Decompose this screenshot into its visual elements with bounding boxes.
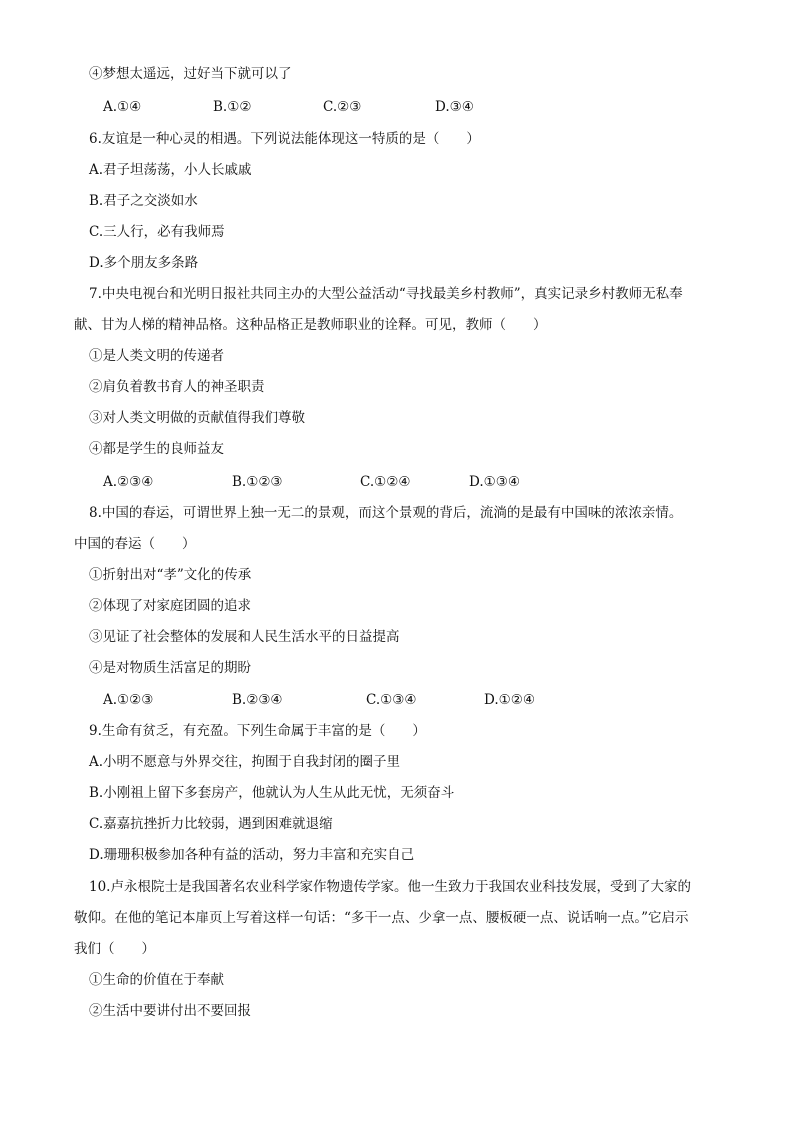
- q9-stem: 9.生命有贫乏，有充盈。下列生命属于丰富的是（ ）: [89, 723, 426, 739]
- q10-stem-line-2: 敬仰。在他的笔记本扉页上写着这样一句话：“多干一点、少拿一点、腰板硬一点、说话响一点。”它启示: [74, 910, 689, 926]
- q5-option-c: C.②③: [323, 99, 362, 115]
- q8-option-d: D.①②④: [484, 692, 535, 708]
- q10-item-1: ①生命的价值在于奉献: [89, 972, 224, 988]
- q9-choice-a: A.小明不愿意与外界交往，拘囿于自我封闭的圈子里: [89, 754, 401, 770]
- q8-stem-line-2: 中国的春运（ ）: [74, 536, 196, 552]
- q5-option-d: D.③④: [435, 99, 474, 115]
- q7-option-c: C.①②④: [360, 474, 411, 490]
- q7-option-d: D.①③④: [469, 474, 520, 490]
- q7-item-4: ④都是学生的良师益友: [89, 441, 224, 457]
- q10-stem-line-3: 我们（ ）: [74, 941, 155, 957]
- q8-option-b: B.②③④: [232, 692, 283, 708]
- q8-option-a: A.①②③: [103, 692, 154, 708]
- q8-stem-line-1: 8.中国的春运，可谓世界上独一无二的景观，而这个景观的背后，流淌的是最有中国味的浓浓亲情。: [89, 505, 683, 521]
- q8-item-2: ②体现了对家庭团圆的追求: [89, 598, 251, 614]
- q8-item-4: ④是对物质生活富足的期盼: [89, 660, 251, 676]
- q8-option-c: C.①③④: [366, 692, 417, 708]
- q9-choice-b: B.小刚祖上留下多套房产，他就认为人生从此无忧，无须奋斗: [89, 785, 455, 801]
- q9-choice-c: C.嘉嘉抗挫折力比较弱，遇到困难就退缩: [89, 816, 333, 832]
- q10-item-2: ②生活中要讲付出不要回报: [89, 1003, 251, 1019]
- q5-option-a: A.①④: [103, 99, 142, 115]
- q6-choice-a: A.君子坦荡荡，小人长戚戚: [89, 162, 252, 178]
- q6-choice-c: C.三人行，必有我师焉: [89, 224, 225, 240]
- q7-option-b: B.①②③: [232, 474, 283, 490]
- q10-stem-line-1: 10.卢永根院士是我国著名农业科学家作物遗传学家。他一生致力于我国农业科技发展，受到了大家的: [89, 879, 691, 895]
- q7-item-1: ①是人类文明的传递者: [89, 348, 224, 364]
- q8-item-3: ③见证了社会整体的发展和人民生活水平的日益提高: [89, 629, 400, 645]
- q7-stem-line-1: 7.中央电视台和光明日报社共同主办的大型公益活动“寻找最美乡村教师”，真实记录乡村教师无私奉: [89, 286, 683, 302]
- q7-option-a: A.②③④: [103, 474, 154, 490]
- q6-stem: 6.友谊是一种心灵的相遇。下列说法能体现这一特质的是（ ）: [89, 131, 480, 147]
- q8-item-1: ①折射出对“孝”文化的传承: [89, 567, 252, 583]
- q7-item-3: ③对人类文明做的贡献值得我们尊敬: [89, 410, 305, 426]
- q5-item-4: ④梦想太遥远，过好当下就可以了: [89, 66, 292, 82]
- q9-choice-d: D.珊珊积极参加各种有益的活动，努力丰富和充实自己: [89, 847, 415, 863]
- q6-choice-b: B.君子之交淡如水: [89, 193, 198, 209]
- q7-item-2: ②肩负着教书育人的神圣职责: [89, 379, 265, 395]
- q7-stem-line-2: 献、甘为人梯的精神品格。这种品格正是教师职业的诠释。可见，教师（ ）: [74, 317, 547, 333]
- q5-option-b: B.①②: [213, 99, 252, 115]
- q6-choice-d: D.多个朋友多条路: [89, 255, 199, 271]
